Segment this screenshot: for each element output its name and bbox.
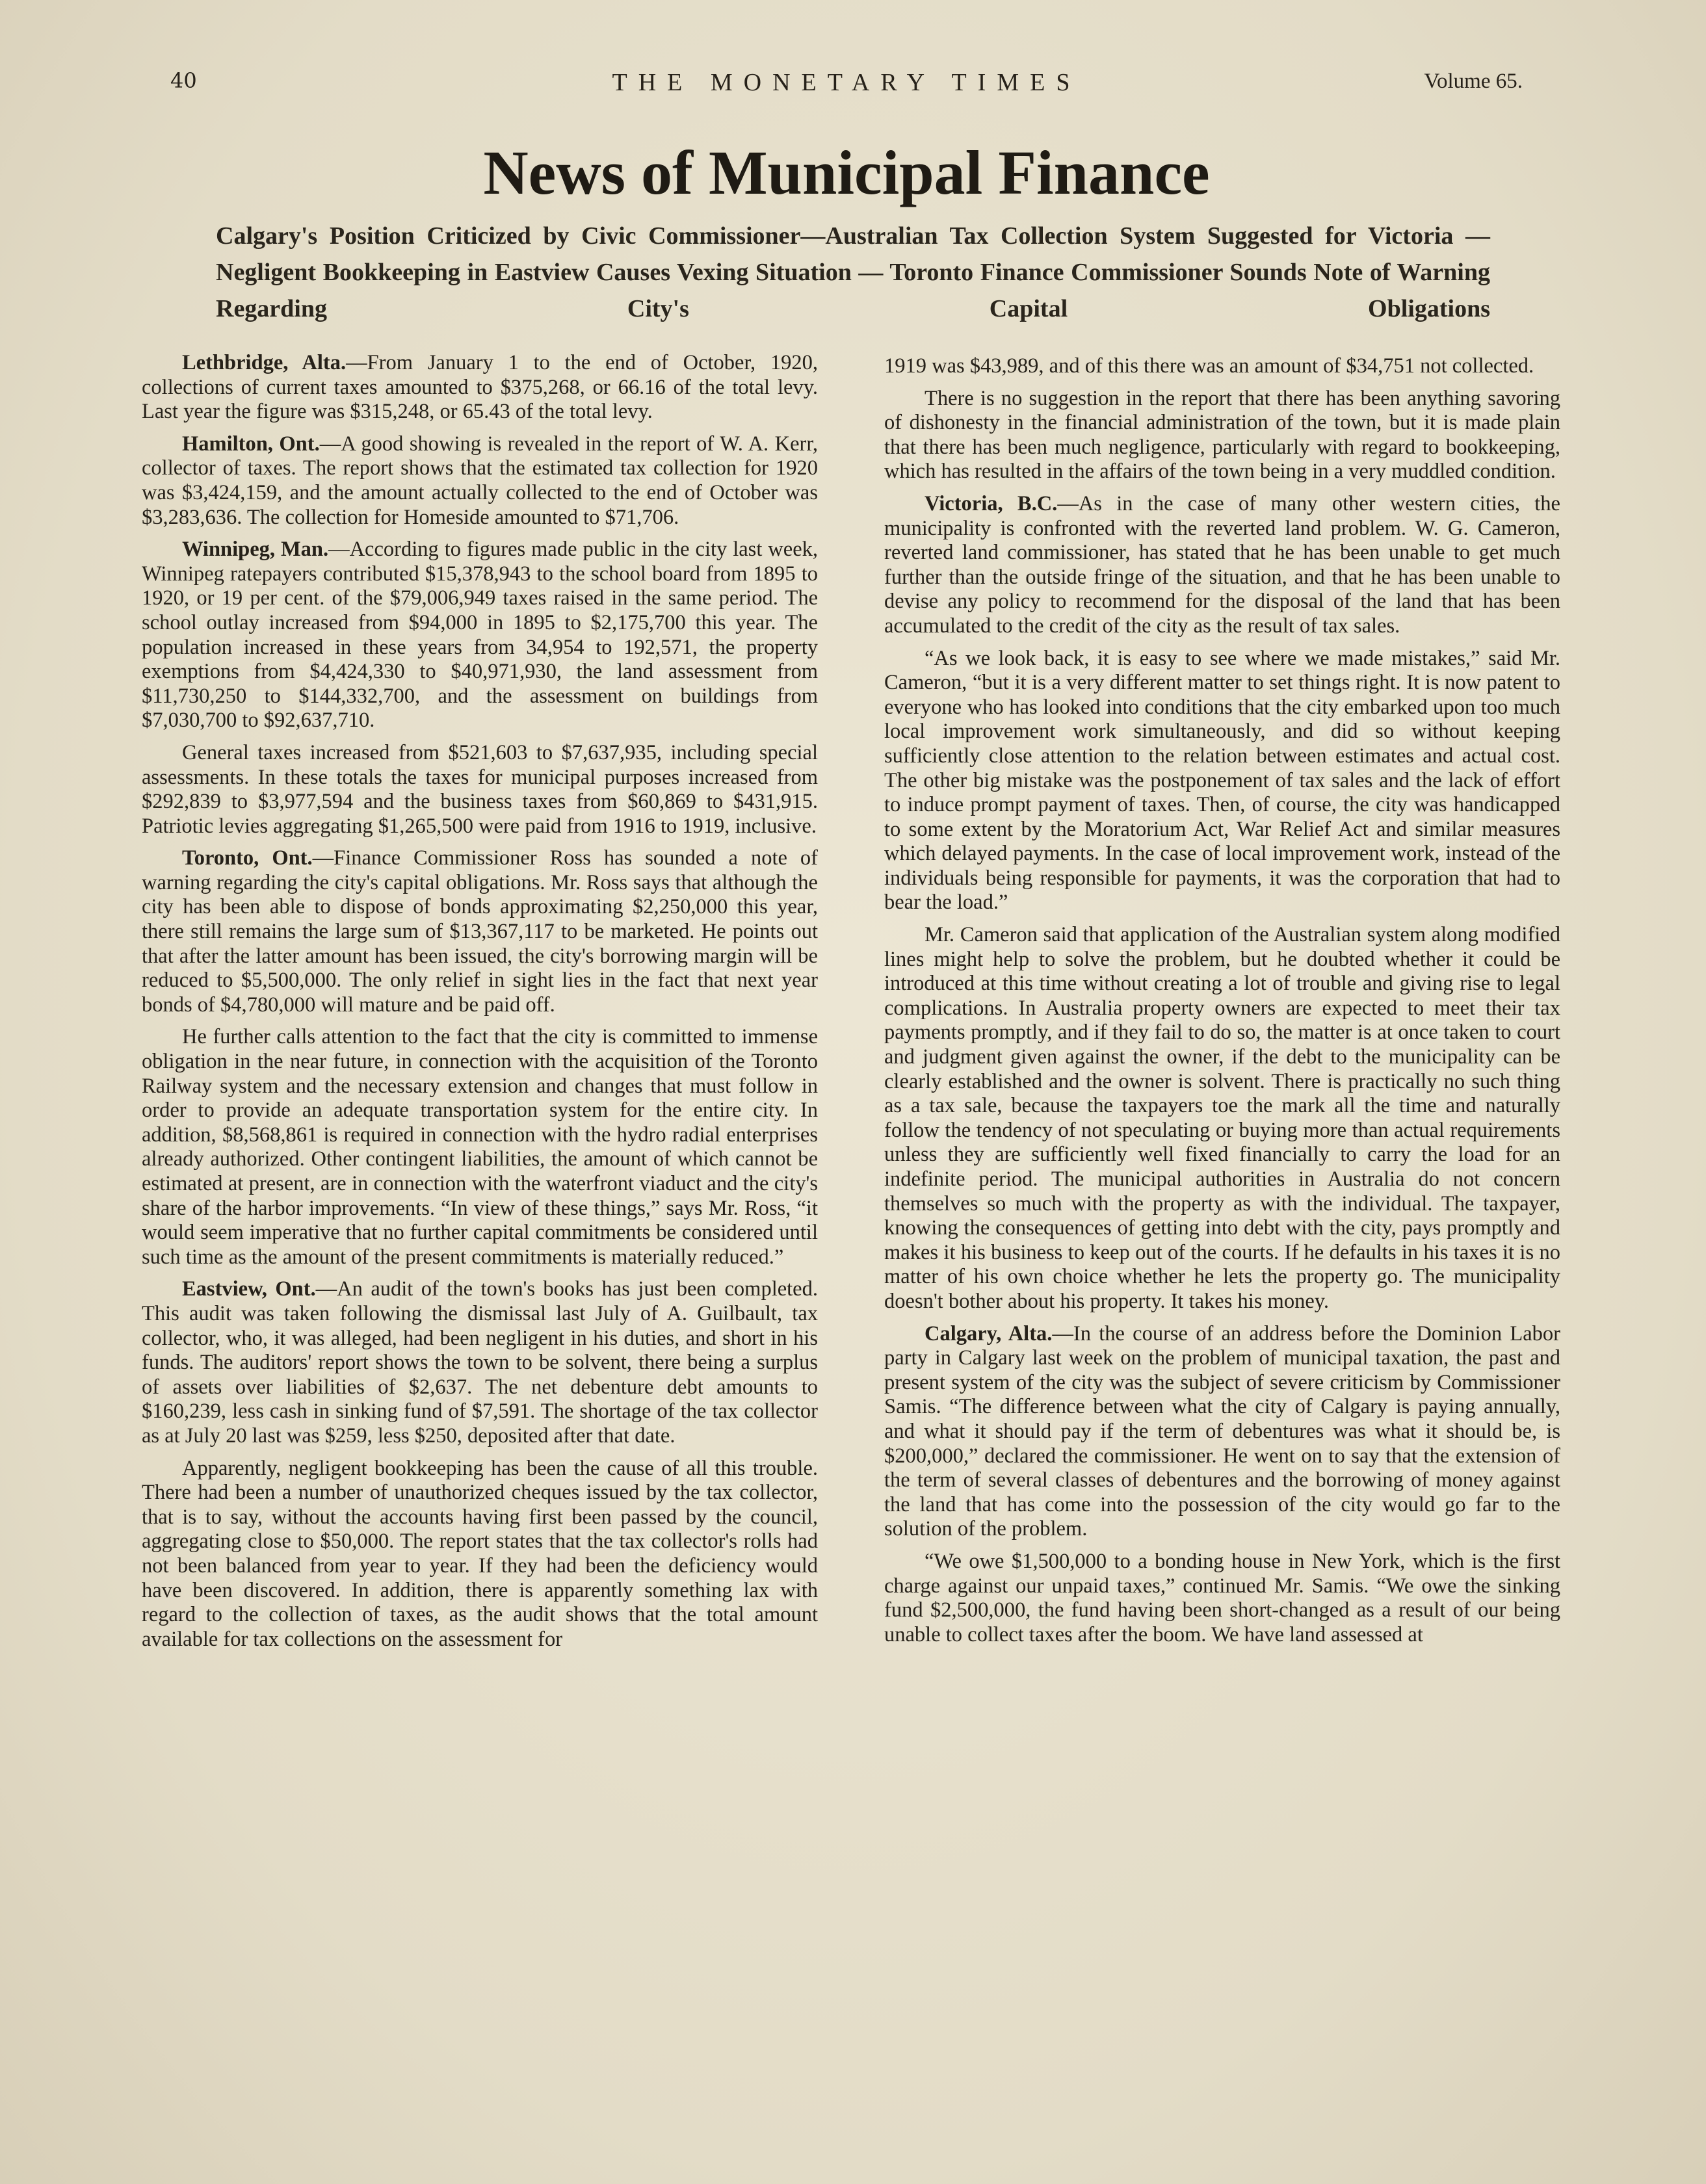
article-paragraph: [142, 741, 818, 838]
article-paragraph: [884, 1550, 1560, 1647]
article-paragraph: [884, 492, 1560, 639]
paragraph-text: —From January 1 to the end of October, 1920, collections of current taxes amounted to $375,268, or 66.16 of the total levy. Last year the figure was $315,248, or 65.43 of the total levy.: [142, 351, 818, 424]
article-headline: News of Municipal Finance: [483, 138, 1210, 207]
paragraph-text: “We owe $1,500,000 to a bonding house in New York, which is the first charge against our unpaid taxes,” continued Mr. Samis. “We owe the sinking fund $2,500,000, the fund having been short-changed as a result of our being unable to collect taxes after the boom. We have land assessed at: [884, 1549, 1560, 1646]
article-paragraph: [142, 1457, 818, 1652]
article-paragraph: [142, 1277, 818, 1448]
paragraph-text: “As we look back, it is easy to see where we made mistakes,” said Mr. Cameron, “but it is a very different matter to set things right. It is now patent to everyone who has looked into conditions that the city embarked upon too much local improvement work simultaneously, and did so without keeping sufficiently close attention to the relation between estimates and actual cost. The other big mistake was the postponement of tax sales and the lack of effort to induce prompt payment of taxes. Then, of course, the city was handicapped to some extent by the Moratorium Act, War Relief Act and similar measures which delayed payments. In the case of local improvement work, instead of the individuals being responsible for payments, it was the corporation that had to bear the load.”: [884, 646, 1560, 915]
article-paragraph: [142, 1025, 818, 1269]
paragraph-text: Apparently, negligent bookkeeping has been the cause of all this trouble. There had been a number of unauthorized cheques issued by the tax collector, that is to say, without the accounts having first been passed by the council, aggregating close to $50,000. The report states that the tax collector's rolls had not been balanced from year to year. If they had been the deficiency would have been discovered. In addition, there is apparently something lax with regard to the collection of taxes, as the audit shows that the total amount available for tax collections on the assessment for: [142, 1456, 818, 1651]
dateline: Victoria, B.C.: [925, 491, 1058, 515]
article-paragraph: [884, 387, 1560, 484]
left-column: [142, 351, 818, 2067]
paragraph-text: —In the course of an address before the Dominion Labor party in Calgary last week on the problem of municipal taxation, the past and present system of the city was the subject of severe criticism by Commissioner Samis. “The difference between what the city of Calgary is paying annually, and what it should pay if the term of debentures was what it should be, is $200,000,” declared the commissioner. He went on to say that the extension of the term of several classes of debentures and the borrowing of money against the land that has come into the possession of the city would go far to the solution of the problem.: [884, 1321, 1560, 1541]
dateline: Winnipeg, Man.: [182, 538, 329, 562]
paragraph-text: —Finance Commissioner Ross has sounded a note of warning regarding the city's capital obligations. Mr. Ross says that although the city has been able to dispose of bonds approximating $2,250,000 this year, there still remains the large sum of $13,367,117 to be marketed. He points out that after the latter amount has been issued, the city's borrowing margin will be reduced to $5,500,000. The only relief in sight lies in the fact that next year bonds of $4,780,000 will mature and be paid off.: [142, 846, 818, 1017]
article-paragraph: [142, 538, 818, 733]
paragraph-text: —An audit of the town's books has just been completed. This audit was taken following the dismissal last July of A. Guilbault, tax collector, who, it was alleged, had been negligent in his duties, and short in his funds. The auditors' report shows the town to be solvent, there being a surplus of assets over liabilities of $2,637. The net debenture debt amounts to $160,239, less cash in sinking fund of $7,591. The shortage of the tax collector as at July 20 last was $259, less $250, deposited after that date.: [142, 1277, 818, 1448]
page-number: 40: [170, 68, 197, 93]
paragraph-text: General taxes increased from $521,603 to $7,637,935, including special assessments. In these totals the taxes for municipal purposes increased from $292,839 to $3,977,594 and the business taxes from $60,869 to $431,915. Patriotic levies aggregating $1,265,500 were paid from 1916 to 1919, inclusive.: [142, 740, 818, 838]
paragraph-text: Mr. Cameron said that application of the Australian system along modified lines might help to solve the problem, but he doubted whether it could be introduced at this time without creating a lot of trouble and giving rise to legal complications. In Australia property owners are expected to meet their tax payments promptly, and if they fail to do so, the matter is at once taken to court and judgment given against the owner, if the debt to the municipality can be clearly established and the owner is solvent. There is practically no such thing as a tax sale, because the taxpayers toe the mark all the time and naturally follow the tendency of not speculating or buying more than actual requirements unless they are sufficiently well fixed financially to carry the load for an indefinite period. The municipal authorities in Australia do not concern themselves so much with the property as with the individual. The taxpayer, knowing the consequences of getting into debt with the city, pays promptly and makes it his business to keep out of the courts. If he defaults in his taxes it is no matter of his own choice whether he lets the property go. The municipality doesn't bother about his property. It takes his money.: [884, 923, 1560, 1313]
paragraph-text: 1919 was $43,989, and of this there was an amount of $34,751 not collected.: [884, 354, 1534, 378]
page-header: [170, 68, 1523, 107]
paragraph-text: He further calls attention to the fact that the city is committed to immense obligation in the near future, in connection with the acquisition of the Toronto Railway system and the necessary extension and changes that must follow in order to provide an adequate transportation system for the entire city. In addition, $8,568,861 is required in connection with the hydro radial enterprises already authorized. Other contingent liabilities, the amount of which cannot be estimated at present, are in connection with the waterfront viaduct and the city's share of the harbor improvements. “In view of these things,” says Mr. Ross, “it would seem imperative that no further capital commitments be considered until such time as the amount of the present commitments is materially reduced.”: [142, 1025, 818, 1269]
article-subheadline: Calgary's Position Criticized by Civic Commissioner—Australian Tax Collection System Suggested for Victoria — Negligent Bookkeeping in Eastview Causes Vexing Situation — Toronto Finance Commissioner Sounds Note of Warning Regarding City's Capital Obligations: [216, 222, 1490, 322]
dateline: Calgary, Alta.: [925, 1321, 1053, 1346]
dateline: Hamilton, Ont.: [182, 432, 320, 456]
article-paragraph: [884, 1322, 1560, 1542]
article-paragraph: [884, 354, 1560, 379]
article-paragraph: [884, 923, 1560, 1314]
paragraph-text: —According to figures made public in the city last week, Winnipeg ratepayers contributed $15,378,943 to the school board from 1895 to 1920, or 19 per cent. of the $79,006,949 taxes raised in the same period. The school outlay increased from $94,000 in 1895 to $2,175,700 this year. The population increased in these years from 34,954 to 192,571, the property exemptions from $4,424,330 to $40,971,930, the land assessment from $11,730,250 to $144,332,700, and the assessment on buildings from $7,030,700 to $92,637,710.: [142, 538, 818, 733]
article-paragraph: [142, 432, 818, 530]
journal-title: THE MONETARY TIMES: [612, 69, 1081, 96]
right-column: [884, 354, 1560, 2070]
article-paragraph: [142, 351, 818, 424]
paragraph-text: —A good showing is revealed in the report of W. A. Kerr, collector of taxes. The report shows that the estimated tax collection for 1920 was $3,424,159, and the amount actually collected to the end of October was $3,283,636. The collection for Homeside amounted to $71,706.: [142, 432, 818, 529]
volume-label: Volume 65.: [1424, 70, 1523, 93]
paragraph-text: There is no suggestion in the report that there has been anything savoring of dishonesty in the financial administration of the town, but it is made plain that there has been much negligence, particularly with regard to bookkeeping, which has resulted in the affairs of the town being in a very muddled condition.: [884, 386, 1560, 484]
article-paragraph: [142, 846, 818, 1017]
dateline: Lethbridge, Alta.: [182, 351, 347, 374]
paragraph-text: —As in the case of many other western cities, the municipality is confronted with the reverted land problem. W. G. Cameron, reverted land commissioner, has stated that he has been unable to get much further than the outside fringe of the situation, and that he has been unable to devise any policy to recommend for the disposal of the land that has been accumulated to the credit of the city as the result of tax sales.: [884, 491, 1560, 638]
dateline: Toronto, Ont.: [182, 846, 313, 870]
dateline: Eastview, Ont.: [182, 1277, 316, 1301]
article-paragraph: [884, 647, 1560, 916]
